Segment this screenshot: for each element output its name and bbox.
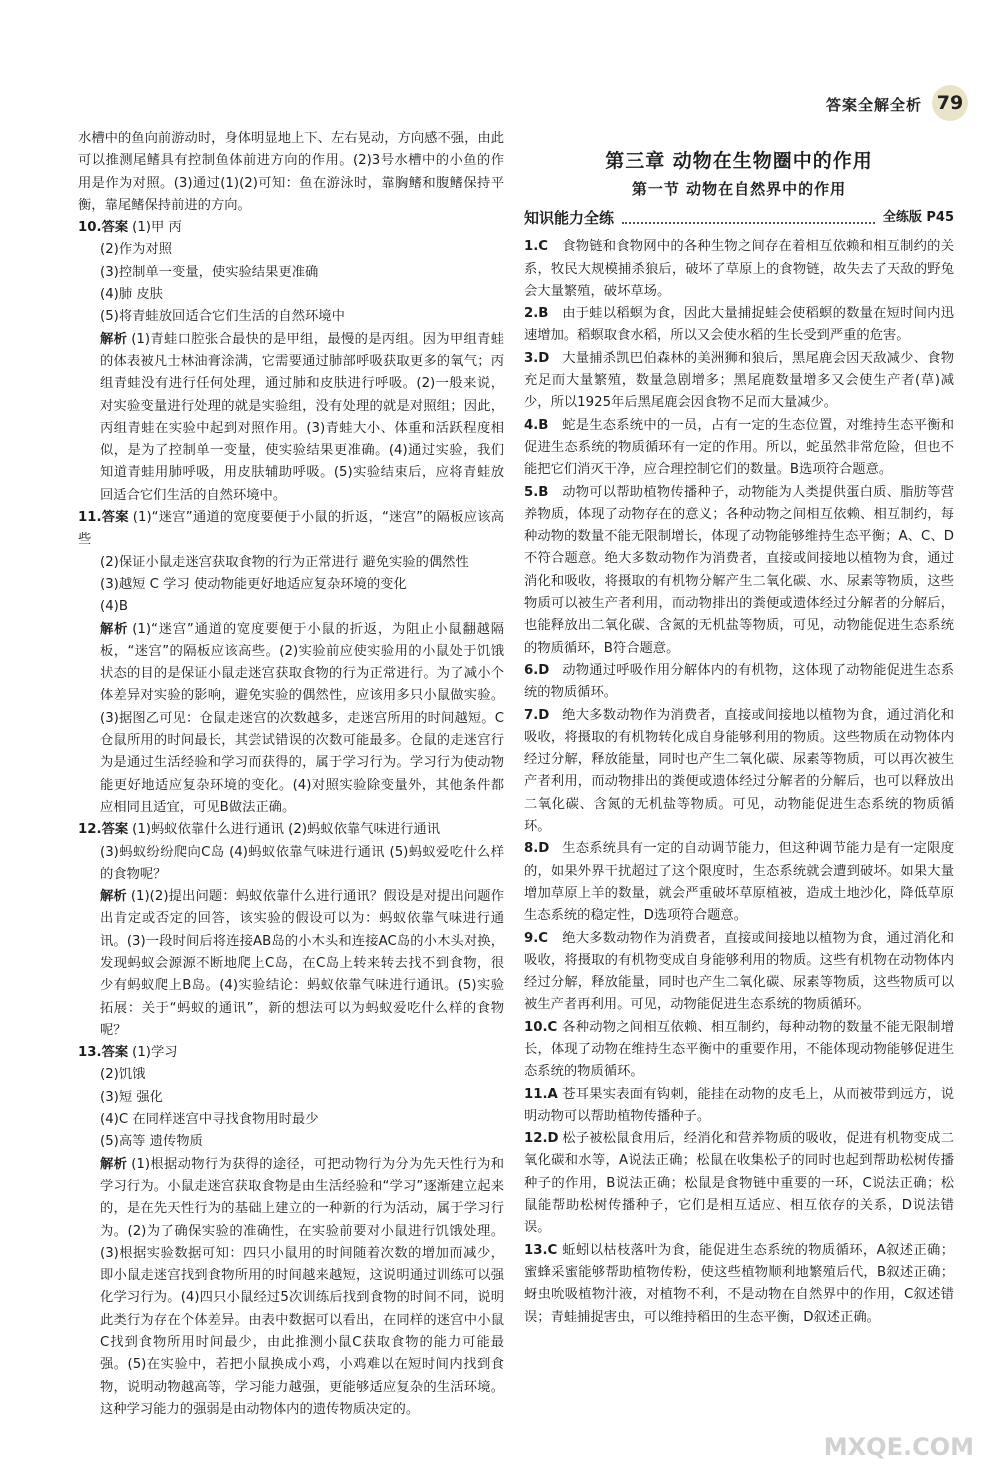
answer-explanation: 各种动物之间相互依赖、相互制约，每种动物的数量不能无限制增长，体现了动物在维持生态平衡中的重要作用，不能体现动物能够促进生态系统的物质循环。 [524, 1019, 954, 1080]
answer-number: 10.C [524, 1019, 558, 1035]
watermark: MXQE.COM [823, 1433, 974, 1461]
answer-number: 11.A [524, 1086, 558, 1102]
answer-item [524, 415, 954, 482]
answer-item [524, 705, 954, 839]
analysis-paragraph [78, 619, 504, 820]
practice-bar [524, 206, 954, 230]
sub-answer: (2)保证小鼠走迷宫获取食物的行为正常进行 避免实验的偶然性 [100, 554, 469, 570]
answer-item [524, 482, 954, 660]
answer-explanation: 食物链和食物网中的各种生物之间存在着相互依赖和相互制约的关系，牧民大规模捕杀狼后，破坏了草原上的食物链，故失去了天敌的野兔会大量繁殖，破坏草场。 [524, 239, 954, 299]
answer-item [524, 838, 954, 927]
question-number: 10. [78, 220, 102, 236]
answer-line [78, 507, 504, 552]
answer-explanation: 苍耳果实表面有钩刺，能挂在动物的皮毛上，从而被带到远方，说明动物可以帮助植物传播种子。 [524, 1086, 954, 1124]
answer-explanation: 蚯蚓以枯枝落叶为食，能促进生态系统的物质循环，A叙述正确；蜜蜂采蜜能够帮助植物传粉，使这些植物顺利地繁殖后代，B叙述正确；蚜虫吮吸植物汁液，对植物不利，不是动物在自然界中的作用，C叙述错误；青蛙捕捉害虫，可以维持稻田的生态平衡，D叙述正确。 [524, 1242, 954, 1325]
answer-number: 13.C [524, 1242, 558, 1258]
answer-list [524, 236, 954, 1329]
answer-text: (1)蚂蚁依靠什么进行通讯 (2)蚂蚁依靠气味进行通讯 [132, 822, 440, 838]
answer-tag: 答案 [101, 220, 129, 236]
analysis-tag: 解析 [100, 1156, 128, 1172]
answer-number: 3.D [524, 350, 550, 366]
answer-explanation: 动物可以帮助植物传播种子，动物能为人类提供蛋白质、脂肪等营养物质，体现了动物存在的意义；各种动物之间相互依赖、相互制约，每种动物的数量不能无限制增长，体现了动物能够维持生态平衡；A、C、D不符合题意。绝大多数动物作为消费者，直接或间接地以植物为食，通过消化和吸收，将摄取的有机物分解产生二氧化碳、水、尿素等物质，这些物质可以被生产者利用，而动物排出的粪便或遗体经过分解者的分解后，也能释放出二氧化碳、含氮的无机盐等物质，可见，动物能促进生态系统的物质循环，B符合题意。 [524, 484, 954, 656]
sub-answer: (4)B [100, 599, 128, 615]
answer-explanation: 绝大多数动物作为消费者，直接或间接地以植物为食，通过消化和吸收，将摄取的有机物转化成自身能够利用的物质。这些物质在动物体内经过分解，释放能量，同时也产生二氧化碳、尿素等物质，可以再次被生产者利用，而动物排出的粪便或遗体经过分解者的分解后，也可以释放出二氧化碳、含氮的无机盐等物质。可见，动物能促进生态系统的物质循环。 [524, 707, 954, 835]
left-column [78, 128, 504, 1421]
answer-explanation: 生态系统具有一定的自动调节能力，但这种调节能力是有一定限度的，如果外界干扰超过了这个限度时，生态系统就会遭到破坏。如果大量增加草原上羊的数量，就会严重破坏草原植被，造成土地沙化，降低草原生态系统的稳定性，D选项符合题意。 [524, 841, 954, 924]
answer-item [524, 236, 954, 303]
sub-answer: (3)控制单一变量，使实验结果更准确 [100, 264, 319, 280]
answer-item [524, 303, 954, 348]
answer-explanation: 由于蛙以稻螟为食，因此大量捕捉蛙会使稻螟的数量在短时间内迅速增加。稻螟取食水稻，所以又会使水稻的生长受到严重的危害。 [524, 306, 954, 344]
answer-item [524, 348, 954, 415]
answer-item [524, 1128, 954, 1239]
answer-number: 2.B [524, 306, 549, 322]
sub-answer: (3)越短 C 学习 使动物能更好地适应复杂环境的变化 [100, 576, 407, 592]
question-number: 11. [78, 510, 102, 526]
answer-text: (1)“迷宫”通道的宽度要便于小鼠的折返，“迷宫”的隔板应该高些 [78, 510, 505, 548]
sub-answer: (2)作为对照 [100, 242, 173, 258]
answer-number: 4.B [524, 417, 549, 433]
answer-number: 12.D [524, 1131, 559, 1147]
answer-item [524, 1017, 954, 1084]
header-label: 答案全解全析 [825, 96, 922, 114]
section-title: 第一节 动物在自然界中的作用 [631, 180, 847, 198]
answer-explanation: 蛇是生态系统中的一员，占有一定的生态位置，对维持生态平衡和促进生态系统的物质循环有一定的作用。所以，蛇虽然非常危险，但也不能把它们消灭干净，应合理控制它们的数量。B选项符合题意。 [524, 417, 954, 478]
answer-line [78, 819, 504, 841]
answer-explanation: 大量捕杀凯巴伯森林的美洲狮和狼后，黑尾鹿会因天敌减少、食物充足而大量繁殖，数量急剧增多；黑尾鹿数量增多又会使生产者(草)减少，所以1925年后黑尾鹿会因食物不足而大量减少。 [524, 350, 954, 411]
sub-answer: (5)高等 遗传物质 [100, 1134, 203, 1150]
sub-answer: (2)饥饿 [100, 1067, 146, 1083]
sub-answer: (3)短 强化 [100, 1089, 163, 1105]
answer-text: (1)甲 丙 [132, 220, 182, 236]
analysis-tag: 解析 [100, 331, 128, 347]
answer-tag: 答案 [101, 822, 129, 838]
page-number-badge: 79 [932, 85, 968, 121]
answer-text: (1)学习 [132, 1045, 178, 1061]
sub-answer: (4)肺 皮肤 [100, 287, 163, 303]
answer-line [78, 217, 504, 239]
analysis-paragraph [78, 1154, 504, 1422]
page-header [0, 0, 1000, 120]
chapter-title: 第三章 动物在生物圈中的作用 [605, 150, 873, 172]
answer-explanation: 动物通过呼吸作用分解体内的有机物，这体现了动物能促进生态系统的物质循环。 [524, 662, 954, 701]
dotted-leader [622, 212, 875, 224]
right-column [524, 128, 954, 1329]
analysis-paragraph [78, 329, 504, 507]
question-number: 13. [78, 1045, 102, 1061]
paragraph: 水槽中的鱼向前游动时，身体明显地上下、左右晃动，方向感不强，由此可以推测尾鳍具有控制鱼体前进方向的作用。(2)3号水槽中的小鱼的作用是作为对照。(3)通过(1)(2)可知：鱼在游泳时，靠胸鳍和腹鳍保持平衡，靠尾鳍保持前进的方向。 [78, 131, 504, 213]
answer-explanation: 绝大多数动物作为消费者，直接或间接地以植物为食，通过消化和吸收，将摄取的有机物变成自身能够利用的物质。这些有机物在动物体内经过分解，释放能量，同时也产生二氧化碳、尿素等物质，这些物质可以被生产者再利用。可见，动物能促进生态系统的物质循环。 [524, 930, 954, 1013]
sub-answer: (5)将青蛙放回适合它们生活的自然环境中 [100, 309, 345, 325]
answer-explanation: 松子被松鼠食用后，经消化和营养物质的吸收，促进有机物变成二氧化碳和水等，A说法正确；松鼠在收集松子的同时也起到帮助松树传播种子的作用，B说法正确；松鼠是食物链中重要的一环，C说法正确；松鼠能帮助松树传播种子，它们是相互适应、相互依存的关系，D说法错误。 [524, 1131, 954, 1236]
answer-number: 8.D [524, 841, 550, 857]
answer-tag: 答案 [101, 1045, 129, 1061]
practice-title: 知识能力全练 [524, 209, 615, 228]
answer-number: 9.C [524, 930, 549, 946]
analysis-tag: 解析 [100, 889, 127, 905]
answer-tag: 答案 [101, 510, 129, 526]
answer-number: 6.D [524, 662, 550, 678]
sub-answer: (3)蚂蚁纷纷爬向C岛 (4)蚂蚁依靠气味进行通讯 (5)蚂蚁爱吃什么样的食物呢？ [100, 844, 504, 882]
analysis-text: (1)青蛙口腔张合最快的是甲组，最慢的是丙组。因为甲组青蛙的体表被凡士林油膏涂满，它需要通过肺部呼吸获取更多的氧气；丙组青蛙没有进行任何处理，通过肺和皮肤进行呼吸。(2)一般来说，对实验变量进行处理的就是实验组，没有处理的就是对照组；因此，丙组青蛙在实验中起到对照作用。(3)青蛙大小、体重和活跃程度相似，是为了控制单一变量，使实验结果更准确。(4)通过实验，我们知道青蛙用肺呼吸，用皮肤辅助呼吸。(5)实验结束后，应将青蛙放回适合它们生活的自然环境中。 [100, 331, 504, 503]
answer-number: 7.D [524, 707, 550, 723]
analysis-tag: 解析 [100, 621, 129, 637]
analysis-text: (1)(2)提出问题：蚂蚁依靠什么进行通讯？假设是对提出问题作出肯定或否定的回答，该实验的假设可以为：蚂蚁依靠气味进行通讯。(3)一段时间后将连接AB岛的小木头和连接AC岛的小木头对换，发现蚂蚁会源源不断地爬上C岛，在C岛上转来转去找不到食物，很少有蚂蚁爬上B岛。(4)实验结论：蚂蚁依靠气味进行通讯。(5)实验拓展：关于“蚂蚁的通讯”，新的想法可以为蚂蚁爱吃什么样的食物呢？ [100, 889, 505, 1038]
answer-number: 1.C [524, 239, 549, 255]
sub-answer: (4)C 在同样迷宫中寻找食物用时最少 [100, 1112, 319, 1128]
answer-item [524, 1240, 954, 1329]
answer-line [78, 1042, 504, 1064]
answer-item [524, 1084, 954, 1129]
analysis-text: (1)根据动物行为获得的途径，可把动物行为分为先天性行为和学习行为。小鼠走迷宫获取食物是由生活经验和“学习”逐渐建立起来的，是在先天性行为的基础上建立的一种新的行为活动，属于学习行为。(2)为了确保实验的准确性，在实验前要对小鼠进行饥饿处理。(3)根据实验数据可知：四只小鼠用的时间随着次数的增加而减少，即小鼠走迷宫找到食物所用的时间越来越短，这说明通过训练可以强化学习行为。(4)四只小鼠经过5次训练后找到食物的时间不同，说明此类行为存在个体差异。由表中数据可以看出，在同样的迷宫中小鼠C找到食物所用时间最少，由此推测小鼠C获取食物的能力可能最强。(5)在实验中，若把小鼠换成小鸡，小鸡难以在短时间内找到食物，说明动物越高等，学习能力越强，更能够适应复杂的生活环境。这种学习能力的强弱是由动物体内的遗传物质决定的。 [100, 1156, 504, 1417]
answer-number: 5.B [524, 484, 549, 500]
question-number: 12. [78, 822, 102, 838]
analysis-paragraph [78, 886, 504, 1042]
analysis-text: (1)“迷宫”通道的宽度要便于小鼠的折返，为阻止小鼠翻越隔板，“迷宫”的隔板应该高些。(2)实验前应使实验用的小鼠处于饥饿状态的目的是保证小鼠走迷宫获取食物的行为正常进行。为了减小个体差异对实验的影响，避免实验的偶然性，应该用多只小鼠做实验。(3)据图乙可见：仓鼠走迷宫的次数越多，走迷宫所用的时间越短。C仓鼠所用的时间最长，其尝试错误的次数可能最多。仓鼠的走迷宫行为是通过生活经验和学习而获得的，属于学习行为。学习行为使动物能更好地适应复杂环境的变化。(4)对照实验除变量外，其他条件都应相同且适宜，可见B做法正确。 [100, 621, 504, 815]
practice-edition: 全练版 P45 [882, 210, 954, 226]
answer-item [524, 928, 954, 1017]
answer-item [524, 660, 954, 705]
